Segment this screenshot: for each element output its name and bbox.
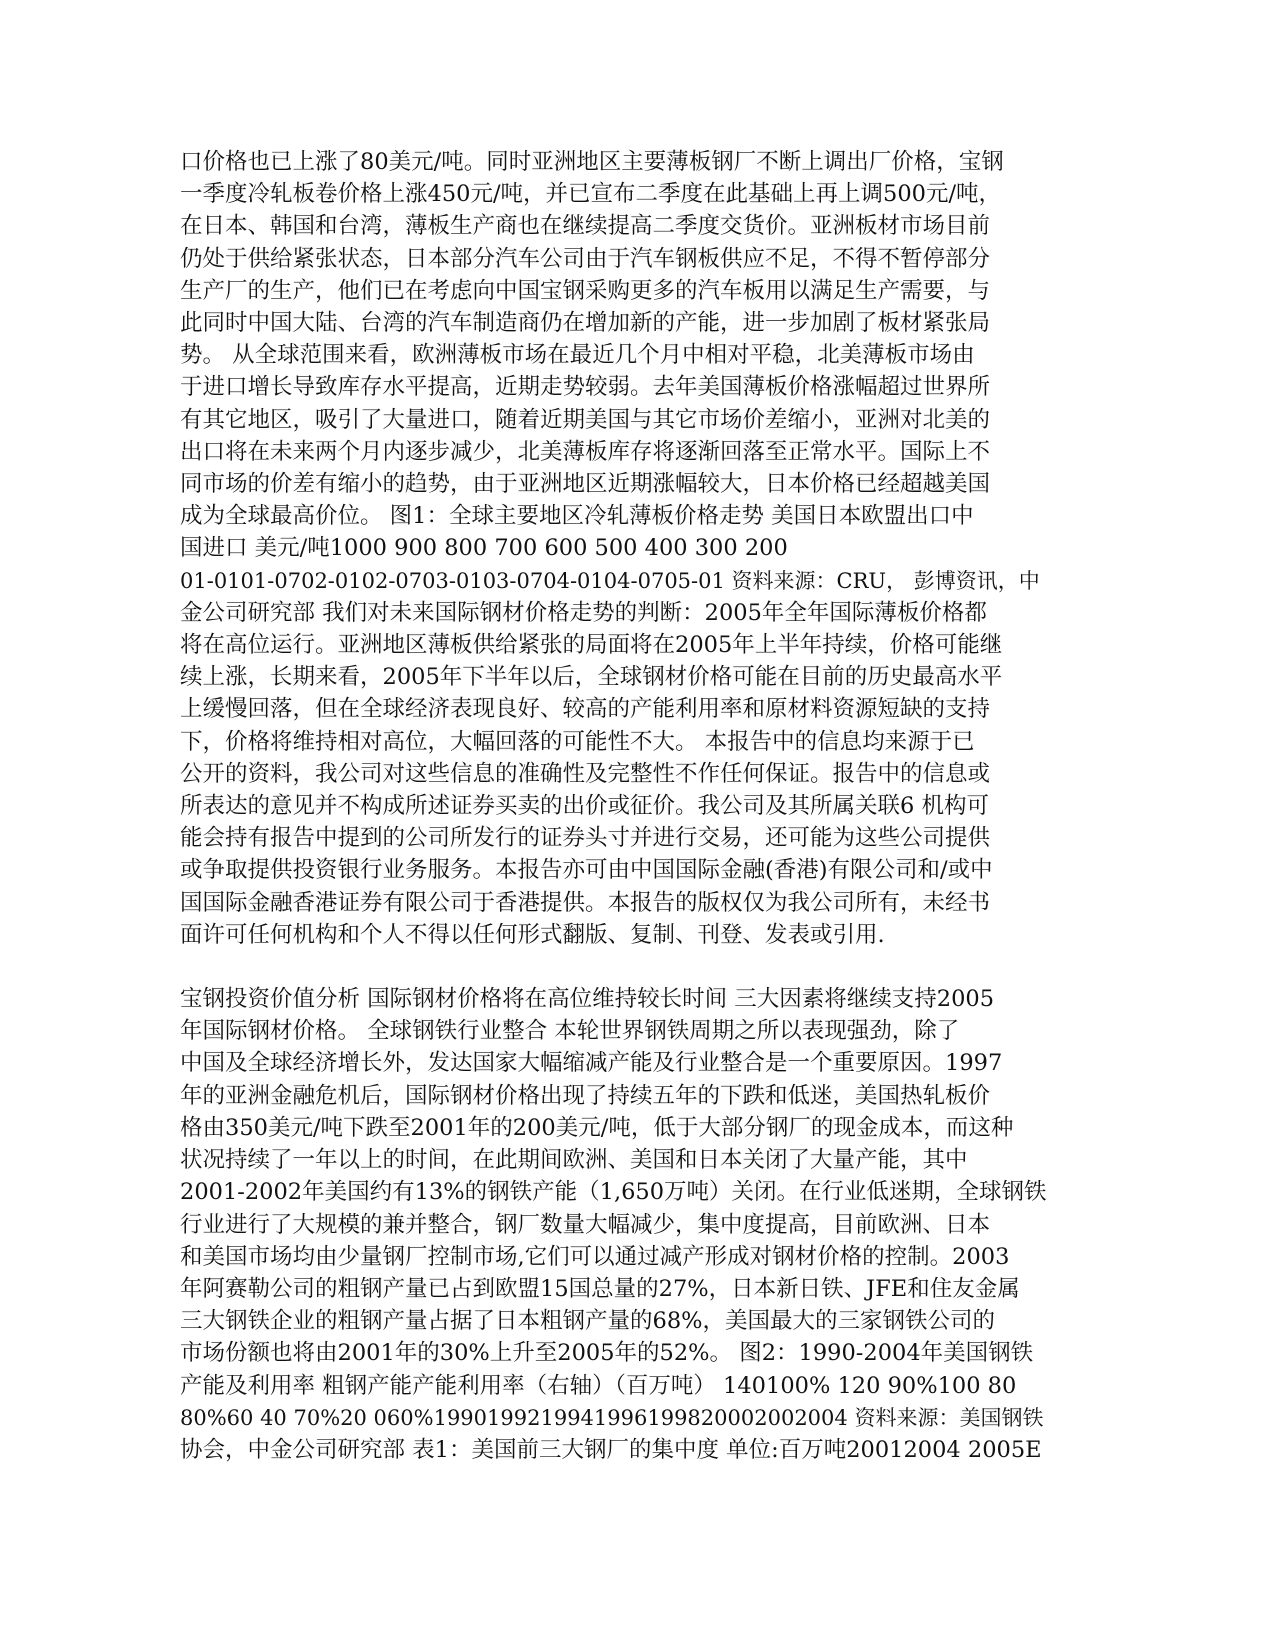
text-line: 协会，中金公司研究部 表1：美国前三大钢厂的集中度 单位:百万吨20012004 2005E	[180, 1436, 1042, 1463]
text-line: 2001-2002年美国约有13%的钢铁产能（1,650万吨）关闭。在行业低迷期，全球钢铁	[180, 1179, 1047, 1206]
text-line: 成为全球最高价位。 图1：全球主要地区冷轧薄板价格走势 美国日本欧盟出口中	[180, 503, 974, 530]
text-line: 于进口增长导致库存水平提高，近期走势较弱。去年美国薄板价格涨幅超过世界所	[180, 374, 991, 401]
text-line: 或争取提供投资银行业务服务。本报告亦可由中国国际金融(香港)有限公司和/或中	[180, 857, 993, 884]
text-line: 和美国市场均由少量钢厂控制市场,它们可以通过减产形成对钢材价格的控制。2003	[180, 1243, 1010, 1270]
text-line: 中国及全球经济增长外，发达国家大幅缩减产能及行业整合是一个重要原因。1997	[180, 1050, 1003, 1077]
text-line: 行业进行了大规模的兼并整合，钢厂数量大幅减少，集中度提高，目前欧洲、日本	[180, 1211, 991, 1238]
text-line: 年的亚洲金融危机后，国际钢材价格出现了持续五年的下跌和低迷，美国热轧板价	[180, 1082, 991, 1109]
text-line: 生产厂的生产，他们已在考虑向中国宝钢采购更多的汽车板用以满足生产需要，与	[180, 277, 991, 304]
text-line: 能会持有报告中提到的公司所发行的证券头寸并进行交易，还可能为这些公司提供	[180, 825, 991, 852]
text-line: 将在高位运行。亚洲地区薄板供给紧张的局面将在2005年上半年持续，价格可能继	[180, 632, 1003, 659]
text-line: 01-0101-0702-0102-0703-0103-0704-0104-0705-01 资料来源：CRU， 彭博资讯，中	[180, 568, 1040, 593]
text-line: 80%60 40 70%20 060%1990199219941996199820002002004 资料来源：美国钢铁	[180, 1405, 1044, 1430]
text-line: 一季度冷轧板卷价格上涨450元/吨，并已宣布二季度在此基础上再上调500元/吨，	[180, 181, 1002, 208]
text-line: 产能及利用率 粗钢产能产能利用率（右轴）（百万吨） 140100% 120 90%100 80	[180, 1372, 1017, 1399]
text-line: 国进口 美元/吨1000 900 800 700 600 500 400 300 200	[180, 535, 788, 562]
text-line: 三大钢铁企业的粗钢产量占据了日本粗钢产量的68%，美国最大的三家钢铁公司的	[180, 1308, 996, 1335]
text-line: 市场份额也将由2001年的30%上升至2005年的52%。 图2：1990-2004年美国钢铁	[180, 1340, 1034, 1367]
text-line: 年阿赛勒公司的粗钢产量已占到欧盟15国总量的27%，日本新日铁、JFE和住友金属	[180, 1275, 1020, 1302]
text-line: 公开的资料，我公司对这些信息的准确性及完整性不作任何保证。报告中的信息或	[180, 760, 991, 787]
paragraph-2	[180, 983, 1050, 1466]
text-line: 同市场的价差有缩小的趋势，由于亚洲地区近期涨幅较大，日本价格已经超越美国	[180, 471, 991, 498]
text-line: 上缓慢回落，但在全球经济表现良好、较高的产能利用率和原材料资源短缺的支持	[180, 696, 991, 723]
text-line: 仍处于供给紧张状态，日本部分汽车公司由于汽车钢板供应不足，不得不暂停部分	[180, 245, 991, 272]
text-line: 此同时中国大陆、台湾的汽车制造商仍在增加新的产能，进一步加剧了板材紧张局	[180, 310, 991, 337]
text-line: 金公司研究部 我们对未来国际钢材价格走势的判断：2005年全年国际薄板价格都	[180, 599, 987, 626]
text-line: 所表达的意见并不构成所述证券买卖的出价或征价。我公司及其所属关联6 机构可	[180, 793, 989, 820]
text-line: 国国际金融香港证券有限公司于香港提供。本报告的版权仅为我公司所有，未经书	[180, 889, 991, 916]
document-page	[180, 146, 1050, 1466]
text-line: 格由350美元/吨下跌至2001年的200美元/吨，低于大部分钢厂的现金成本，而这种	[180, 1114, 1014, 1141]
text-line: 出口将在未来两个月内逐步减少，北美薄板库存将逐渐回落至正常水平。国际上不	[180, 438, 991, 465]
text-line: 在日本、韩国和台湾，薄板生产商也在继续提高二季度交货价。亚洲板材市场目前	[180, 213, 991, 240]
text-line: 年国际钢材价格。 全球钢铁行业整合 本轮世界钢铁周期之所以表现强劲，除了	[180, 1018, 960, 1045]
paragraph-1	[180, 146, 1050, 951]
text-line: 状况持续了一年以上的时间，在此期间欧洲、美国和日本关闭了大量产能，其中	[180, 1147, 968, 1174]
text-line: 口价格也已上涨了80美元/吨。同时亚洲地区主要薄板钢厂不断上调出厂价格，宝钢	[180, 149, 1004, 175]
text-line: 宝钢投资价值分析 国际钢材价格将在高位维持较长时间 三大因素将继续支持2005	[180, 986, 995, 1013]
text-line: 续上涨，长期来看，2005年下半年以后，全球钢材价格可能在目前的历史最高水平	[180, 664, 1003, 691]
text-line: 下，价格将维持相对高位，大幅回落的可能性不大。 本报告中的信息均来源于已	[180, 728, 975, 755]
text-line: 有其它地区，吸引了大量进口，随着近期美国与其它市场价差缩小，亚洲对北美的	[180, 406, 991, 433]
paragraph-gap	[180, 951, 1050, 983]
text-line: 面许可任何机构和个人不得以任何形式翻版、复制、刊登、发表或引用.	[180, 921, 885, 948]
text-line: 势。 从全球范围来看，欧洲薄板市场在最近几个月中相对平稳，北美薄板市场由	[180, 342, 975, 369]
